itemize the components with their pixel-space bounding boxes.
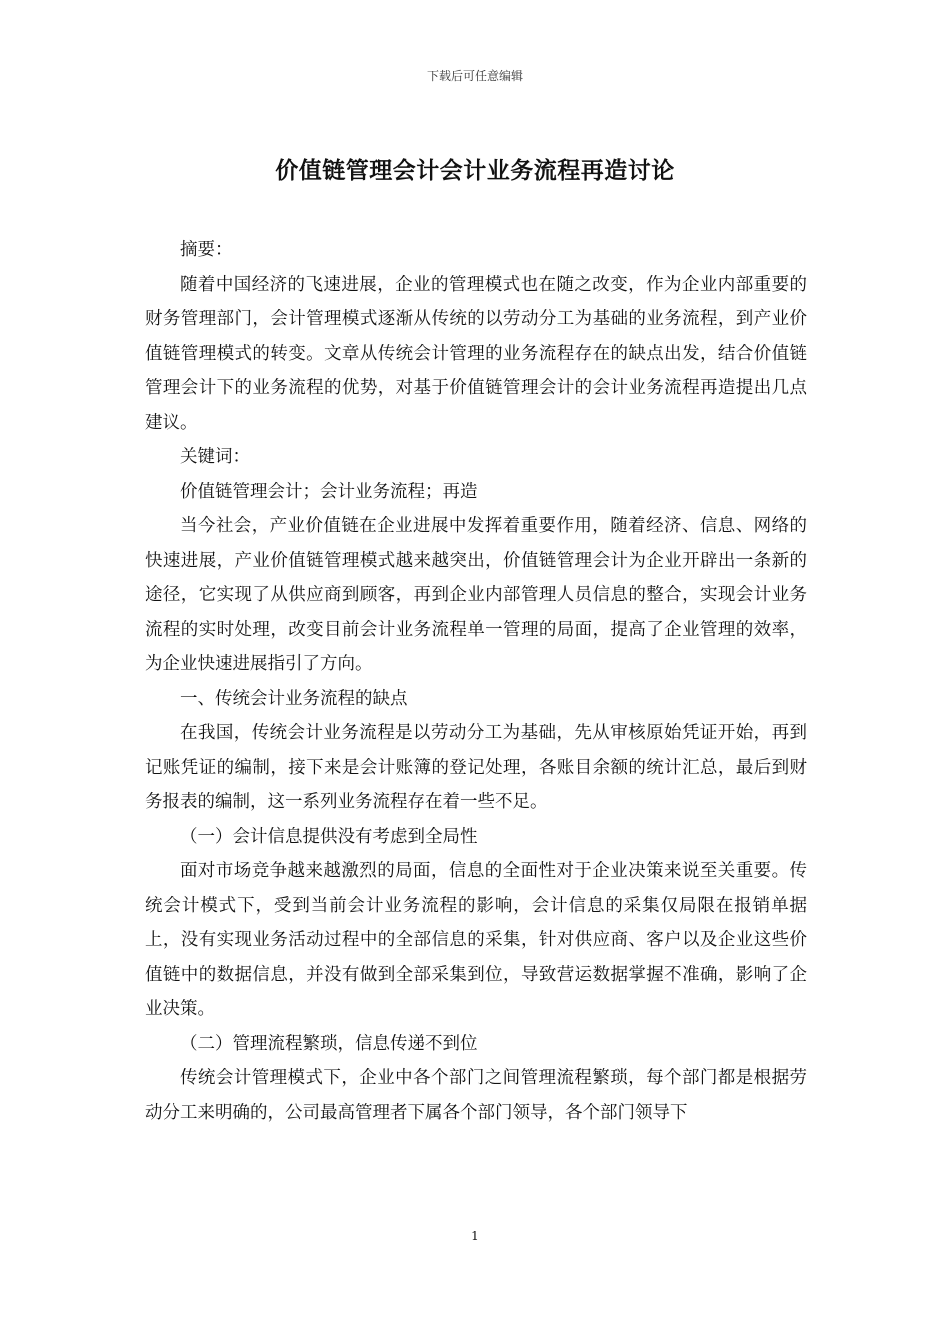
abstract-label: 摘要： <box>180 240 233 260</box>
keywords-text: 价值链管理会计；会计业务流程；再造 <box>180 481 478 502</box>
subsection-heading-1: （一）会计信息提供没有考虑到全局性 <box>180 826 478 847</box>
subsection-2-paragraph: 传统会计管理模式下，企业中各个部门之间管理流程繁琐，每个部门都是根据劳动分工来明确的，公司最高管理者下属各个部门领导，各个部门领导下 <box>145 1068 807 1123</box>
keywords-label: 关键词： <box>180 447 250 467</box>
subsection-1-paragraph: 面对市场竞争越来越激烈的局面，信息的全面性对于企业决策来说至关重要。传统会计模式下，受到当前会计业务流程的影响，会计信息的采集仅局限在报销单据上，没有实现业务活动过程中的全部信息的采集，针对供应商、客户以及企业这些价值链中的数据信息，并没有做到全部采集到位，导致营运数据掌握不准确，影响了企业决策。 <box>145 861 807 1019</box>
document-title: 价值链管理会计会计业务流程再造讨论 <box>275 157 675 184</box>
abstract-text: 随着中国经济的飞速进展，企业的管理模式也在随之改变，作为企业内部重要的财务管理部门，会计管理模式逐渐从传统的以劳动分工为基础的业务流程，到产业价值链管理模式的转变。文章从传统会计管理的业务流程存在的缺点出发，结合价值链管理会计下的业务流程的优势，对基于价值链管理会计的会计业务流程再造提出几点建议。 <box>145 274 807 433</box>
intro-paragraph: 当今社会，产业价值链在企业进展中发挥着重要作用，随着经济、信息、网络的快速进展，产业价值链管理模式越来越突出，价值链管理会计为企业开辟出一条新的途径，它实现了从供应商到顾客，再到企业内部管理人员信息的整合，实现会计业务流程的实时处理，改变目前会计业务流程单一管理的局面，提高了企业管理的效率，为企业快速进展指引了方向。 <box>145 516 807 674</box>
subsection-heading-2: （二）管理流程繁琐，信息传递不到位 <box>180 1033 478 1054</box>
page-header: 下载后可任意编辑 <box>426 69 523 83</box>
section-heading-1: 一、传统会计业务流程的缺点 <box>180 688 408 709</box>
page-number: 1 <box>471 1229 479 1243</box>
section-1-paragraph: 在我国，传统会计业务流程是以劳动分工为基础，先从审核原始凭证开始，再到记账凭证的编制，接下来是会计账簿的登记处理，各账目余额的统计汇总，最后到财务报表的编制，这一系列业务流程存在着一些不足。 <box>145 723 807 812</box>
document-body <box>145 233 807 1130</box>
